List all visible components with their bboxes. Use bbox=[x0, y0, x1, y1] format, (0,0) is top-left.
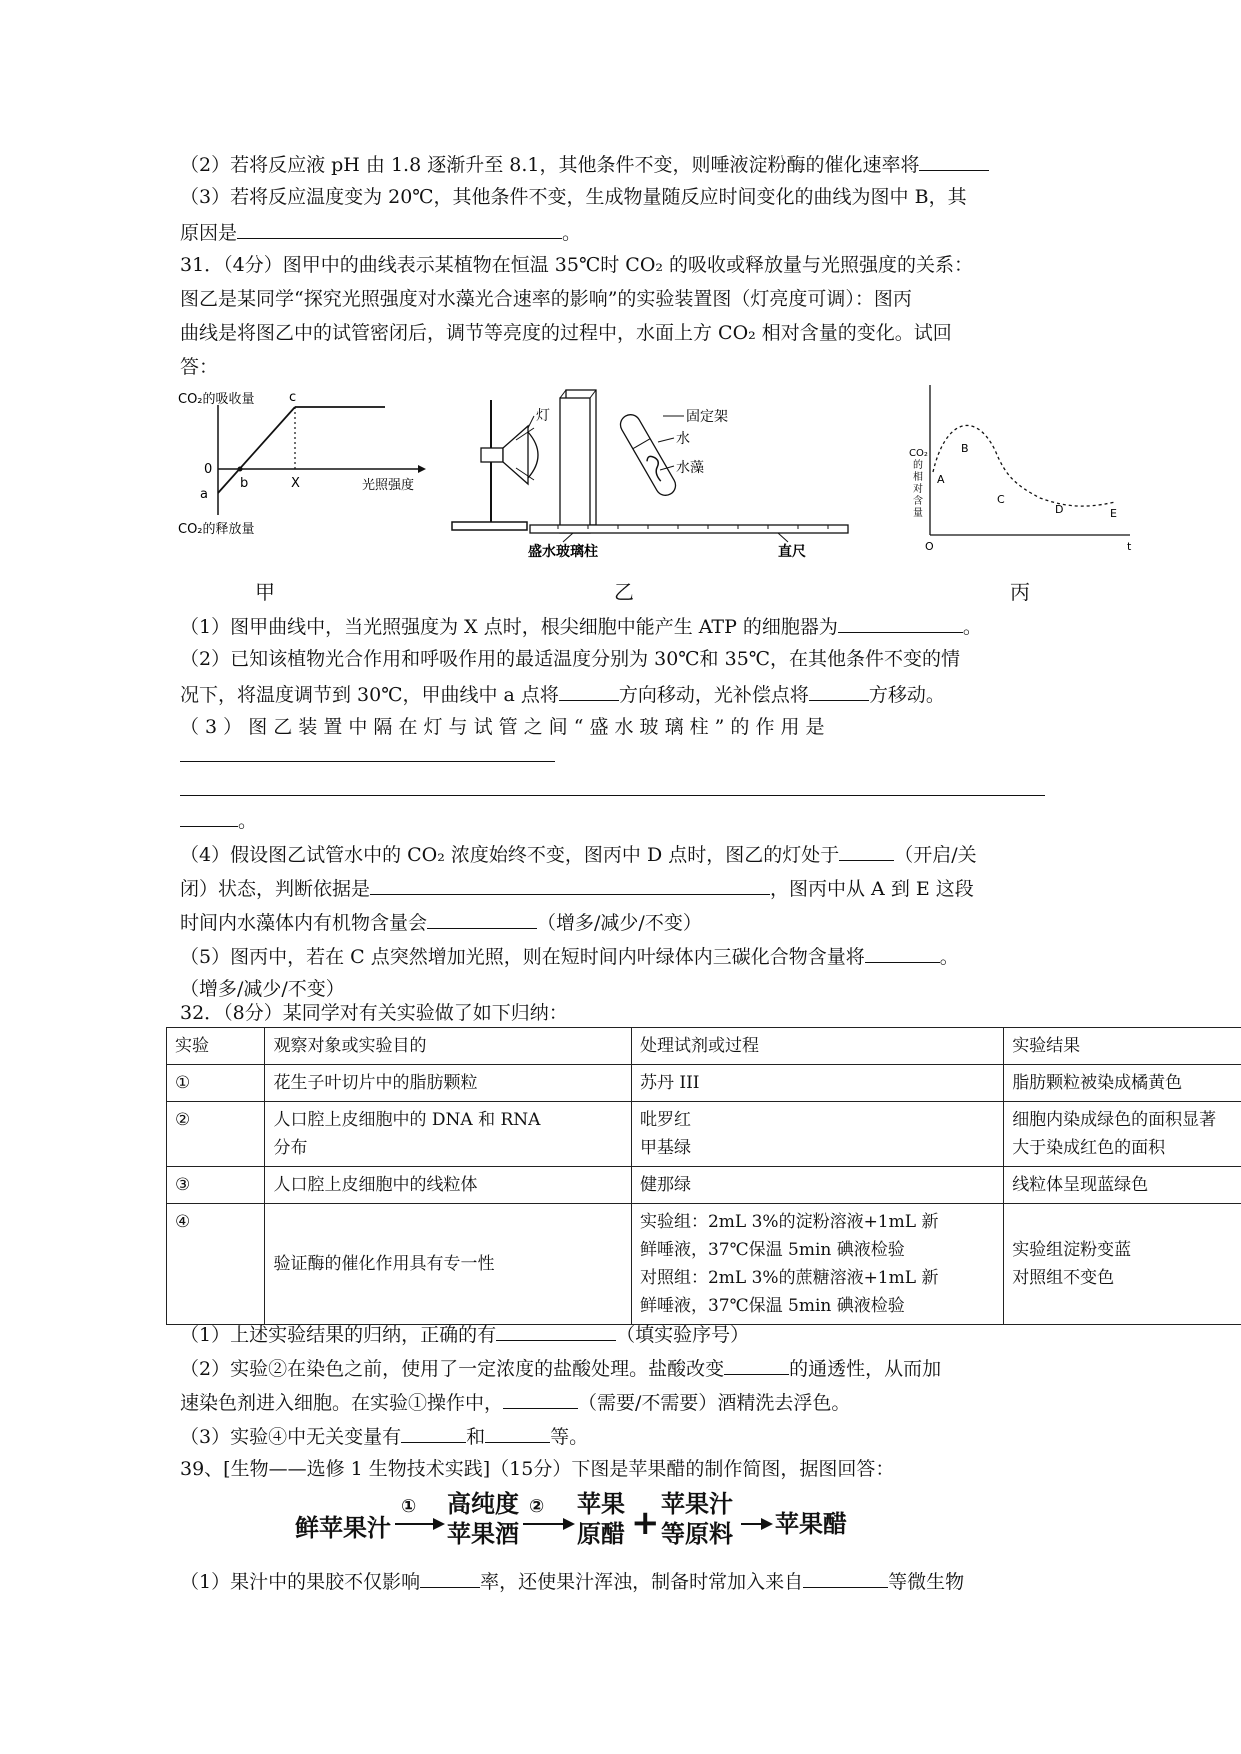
flow-mid1a: 高纯度 bbox=[447, 1490, 519, 1518]
question-39: 39、[生物——选修 1 生物技术实践]（15分）下图是苹果醋的制作简图，据图回答： bbox=[180, 1458, 895, 1480]
point-B: B bbox=[961, 442, 969, 455]
answer-blank[interactable] bbox=[485, 1422, 550, 1443]
algae-label: 水藻 bbox=[676, 460, 704, 476]
point-b: b bbox=[240, 476, 249, 491]
answer-blank[interactable] bbox=[919, 150, 989, 171]
column-label: 盛水玻璃柱 bbox=[528, 544, 598, 560]
svg-text:量: 量 bbox=[913, 508, 923, 519]
stand-label: 固定架 bbox=[686, 409, 728, 425]
xlabel: 光照强度 bbox=[362, 478, 415, 493]
text-line: 。 bbox=[180, 806, 257, 834]
caption-jia: 甲 bbox=[255, 580, 275, 604]
text-line: 图乙是某同学“探究光照强度对水藻光合速率的影响”的实验装置图（灯亮度可调）：图丙 bbox=[180, 288, 912, 310]
flow-mid3b: 等原料 bbox=[661, 1520, 733, 1548]
curve-rise bbox=[218, 407, 295, 493]
table-row: ① 花生子叶切片中的脂肪颗粒 苏丹 III 脂肪颗粒被染成橘黄色 bbox=[167, 1065, 1241, 1102]
origin-label: 0 bbox=[204, 462, 213, 477]
answer-blank[interactable] bbox=[180, 775, 1045, 796]
answer-blank[interactable] bbox=[427, 908, 537, 929]
text-line: （1）上述实验结果的归纳，正确的有 （填实验序号） bbox=[180, 1320, 749, 1348]
point-E: E bbox=[1110, 507, 1117, 520]
point-c: c bbox=[289, 390, 297, 405]
column-edge bbox=[560, 390, 566, 398]
ruler-label: 直尺 bbox=[778, 544, 806, 560]
point-A: A bbox=[937, 473, 945, 486]
ylabel-bottom: CO₂的释放量 bbox=[178, 522, 255, 537]
figure-yi bbox=[448, 380, 853, 560]
flow-start: 鲜苹果汁 bbox=[295, 1514, 391, 1542]
caption-yi: 乙 bbox=[614, 580, 634, 604]
flow-mid2b: 原醋 bbox=[577, 1520, 625, 1548]
text-line: （4）假设图乙试管水中的 CO₂ 浓度始终不变，图丙中 D 点时，图乙的灯处于 （开启/关 bbox=[180, 840, 977, 868]
y-label bbox=[909, 448, 928, 519]
svg-text:相: 相 bbox=[913, 472, 923, 483]
arrow-1-head bbox=[433, 1518, 445, 1530]
text-line: （ 3 ） 图 乙 装 置 中 隔 在 灯 与 试 管 之 间 “ 盛 水 玻 璃 柱 ” 的 作 用 是 bbox=[180, 716, 825, 738]
text-line: 答： bbox=[180, 356, 219, 378]
text-line: 闭）状态，判断依据是 ，图丙中从 A 到 E 这段 bbox=[180, 874, 974, 902]
answer-blank[interactable] bbox=[496, 1320, 616, 1341]
answer-blank[interactable] bbox=[559, 680, 619, 701]
vinegar-flow-diagram bbox=[295, 1484, 945, 1554]
svg-text:的: 的 bbox=[913, 460, 923, 471]
ruler bbox=[530, 525, 848, 533]
text-line: （2）若将反应液 pH 由 1.8 逐渐升至 8.1，其他条件不变，则唾液淀粉酶的催化速率将 bbox=[180, 150, 989, 178]
answer-blank[interactable] bbox=[724, 1354, 789, 1375]
text-line: （3）若将反应温度变为 20℃，其他条件不变，生成物量随反应时间变化的曲线为图中 B，其 bbox=[180, 186, 967, 208]
answer-blank[interactable] bbox=[839, 840, 894, 861]
arrow-3-head bbox=[761, 1518, 773, 1530]
test-tube bbox=[617, 411, 679, 499]
question-32: 32．（8分）某同学对有关实验做了如下归纳： bbox=[180, 1002, 568, 1024]
answer-blank[interactable] bbox=[865, 942, 940, 963]
x-axis-arrow bbox=[418, 465, 426, 473]
svg-text:含: 含 bbox=[913, 496, 923, 507]
answer-blank[interactable] bbox=[401, 1422, 466, 1443]
table-row: ② 人口腔上皮细胞中的 DNA 和 RNA 分布 吡罗红 甲基绿 细胞内染成绿色的面积显著 大于染成红色的面积 bbox=[167, 1102, 1241, 1167]
lamp-bulb bbox=[528, 432, 538, 478]
question-31: 31．（4分）图甲中的曲线表示某植物在恒温 35℃时 CO₂ 的吸收或释放量与光照强度的关系： bbox=[180, 254, 974, 276]
point-x: X bbox=[291, 476, 300, 491]
xlabel: t bbox=[1127, 540, 1132, 553]
origin-label: O bbox=[925, 540, 934, 553]
text-line: （2）已知该植物光合作用和呼吸作用的最适温度分别为 30℃和 35℃，在其他条件不变的情 bbox=[180, 648, 961, 670]
flow-mid3a: 苹果汁 bbox=[661, 1490, 733, 1518]
answer-blank[interactable] bbox=[503, 1388, 578, 1409]
point-b-dot bbox=[238, 467, 243, 472]
point-a: a bbox=[200, 487, 208, 502]
ruler-pointer bbox=[778, 533, 788, 542]
water-column-front bbox=[560, 398, 590, 533]
flow-end: 苹果醋 bbox=[775, 1510, 847, 1538]
flow-step1: ① bbox=[401, 1496, 417, 1517]
arrow-2-head bbox=[563, 1518, 575, 1530]
text-line: （2）实验②在染色之前，使用了一定浓度的盐酸处理。盐酸改变 的通透性，从而加 bbox=[180, 1354, 941, 1382]
text-line: 时间内水藻体内有机物含量会 （增多/减少/不变） bbox=[180, 908, 702, 936]
table-row: ③ 人口腔上皮细胞中的线粒体 健那绿 线粒体呈现蓝绿色 bbox=[167, 1167, 1241, 1204]
lamp-clamp bbox=[481, 448, 503, 462]
text-line: （3）实验④中无关变量有 和 等。 bbox=[180, 1422, 588, 1450]
point-D: D bbox=[1055, 503, 1064, 516]
water-pointer bbox=[658, 438, 674, 442]
text-line: （1）果汁中的果胶不仅影响 率，还使果汁浑浊，制备时常加入来自 等微生物 bbox=[180, 1567, 964, 1595]
figure-jia bbox=[170, 385, 440, 545]
answer-blank[interactable] bbox=[809, 680, 869, 701]
answer-blank[interactable] bbox=[420, 1567, 480, 1588]
figure-bing bbox=[905, 380, 1135, 555]
text-line: （5）图丙中，若在 C 点突然增加光照，则在短时间内叶绿体内三碳化合物含量将 。 bbox=[180, 942, 959, 970]
answer-blank[interactable] bbox=[803, 1567, 888, 1588]
answer-blank[interactable] bbox=[370, 874, 770, 895]
column-pointer bbox=[563, 533, 573, 542]
water-label: 水 bbox=[676, 431, 690, 447]
table-row: ④ 验证酶的催化作用具有专一性 实验组：2mL 3%的淀粉溶液+1mL 新 鲜唾液，37℃保温 5min 碘液检验 对照组：2mL 3%的蔗糖溶液+1mL 新 鲜唾液，37℃保温 5min 碘液检验 实验组淀粉变蓝 对照组不变色 bbox=[167, 1204, 1241, 1325]
flow-mid2a: 苹果 bbox=[577, 1490, 625, 1518]
stand-base bbox=[452, 522, 527, 530]
point-C: C bbox=[997, 493, 1005, 506]
text-line: 况下，将温度调节到 30℃，甲曲线中 a 点将 方向移动，光补偿点将 方移动。 bbox=[180, 680, 945, 708]
lamp-pointer bbox=[528, 416, 534, 428]
text-line: 原因是 。 bbox=[180, 218, 581, 246]
text-line: （1）图甲曲线中，当光照强度为 X 点时，根尖细胞中能产生 ATP 的细胞器为 。 bbox=[180, 612, 982, 640]
flow-mid1b: 苹果酒 bbox=[447, 1520, 519, 1548]
text-line: （增多/减少/不变） bbox=[180, 978, 345, 1000]
text-line: 曲线是将图乙中的试管密闭后，调节等亮度的过程中，水面上方 CO₂ 相对含量的变化。试回 bbox=[180, 322, 952, 344]
answer-blank[interactable] bbox=[180, 806, 238, 827]
text-line: 速染色剂进入细胞。在实验①操作中， （需要/不需要）酒精洗去浮色。 bbox=[180, 1388, 850, 1416]
co2-curve bbox=[933, 425, 1115, 506]
svg-text:CO₂: CO₂ bbox=[909, 448, 928, 459]
lamp-label: 灯 bbox=[536, 408, 550, 424]
caption-bing: 丙 bbox=[1010, 580, 1030, 604]
experiment-table bbox=[166, 1027, 1241, 1325]
ylabel-top: CO₂的吸收量 bbox=[178, 392, 255, 407]
flow-plus: + bbox=[631, 1503, 660, 1543]
table-header: 实验 观察对象或实验目的 处理试剂或过程 实验结果 bbox=[167, 1028, 1241, 1065]
answer-blank[interactable] bbox=[180, 741, 555, 762]
flow-step2: ② bbox=[529, 1496, 545, 1517]
answer-blank[interactable] bbox=[237, 218, 562, 239]
svg-text:对: 对 bbox=[913, 484, 923, 495]
answer-blank[interactable] bbox=[838, 612, 963, 633]
